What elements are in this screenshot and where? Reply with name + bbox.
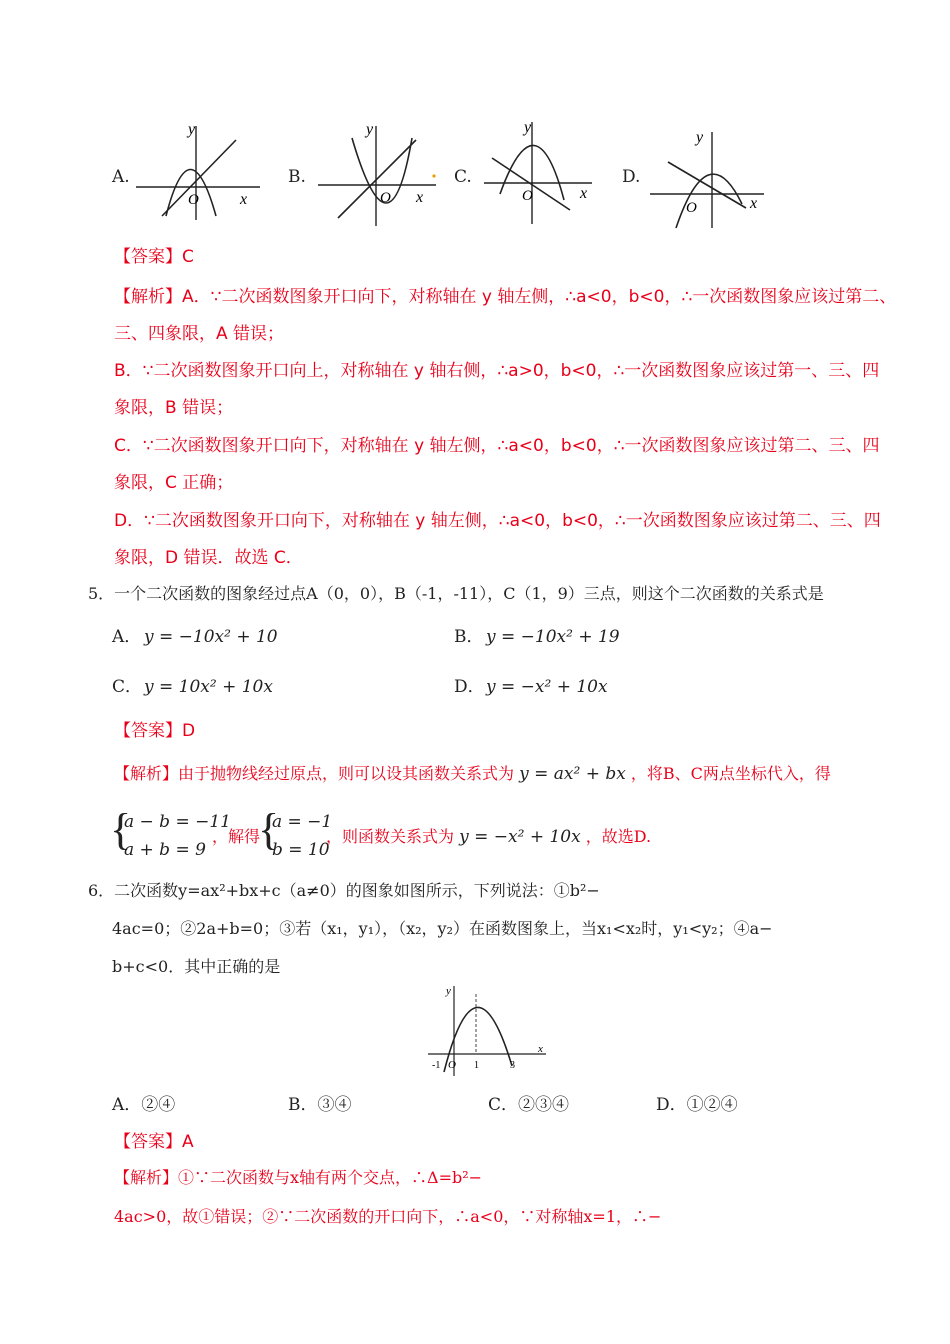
svg-text:y: y (524, 119, 532, 136)
q5-analysis (114, 763, 831, 785)
svg-text:x: x (416, 189, 424, 206)
origin-label: O (188, 192, 199, 208)
graph-x-label: x (538, 1043, 543, 1055)
option-b-label: B. (288, 167, 306, 187)
q4-analysis-line: 象限，D 错误．故选 C． (114, 548, 303, 568)
option-c-label: C. (454, 167, 472, 187)
graph-option-a (132, 118, 264, 224)
q5-option-d-label: D． (454, 677, 485, 697)
q5-stem: 5．一个二次函数的图象经过点A（0，0），B（-1，-11），C（1，9）三点，则这个二次函数的关系式是 (88, 584, 824, 603)
option-d-label: D. (622, 167, 641, 187)
q5-option-a-label: A． (112, 627, 142, 647)
q6-option-a[interactable]: A．②④ (112, 1095, 176, 1115)
option-a-label: A. (112, 167, 130, 187)
graph-three-label: 3 (510, 1060, 515, 1071)
equation-line: b = 10 (272, 840, 330, 860)
left-brace: { (110, 805, 132, 854)
q6-stem-line: b+c<0．其中正确的是 (112, 957, 281, 976)
equation-line: a − b = −11 (124, 812, 231, 832)
solve-word: ，解得 (212, 827, 261, 846)
equation-system-2 (272, 808, 332, 864)
q5-analysis-text: 【解析】由于抛物线经过原点，则可以设其函数关系式为 (114, 764, 515, 783)
q5-option-c-label: C． (112, 677, 143, 697)
q5-conclusion (326, 826, 651, 848)
q4-answer: 【答案】C (114, 247, 194, 267)
q5-analysis-formula: y = ax² + bx (519, 764, 626, 784)
q6-parabola-graph (424, 982, 554, 1078)
svg-text:x: x (750, 195, 758, 212)
q6-stem-line: 6．二次函数y=ax²+bx+c（a≠0）的图象如图所示，下列说法：①b²− (88, 881, 600, 900)
q4-analysis-line: 【解析】A．∵二次函数图象开口向下，对称轴在 y 轴左侧，∴a<0，b<0，∴一次函数图象应该过第二、 (114, 287, 897, 307)
equation-line: a + b = 9 (124, 840, 206, 860)
q5-analysis-text: ，将B、C两点坐标代入，得 (630, 764, 831, 783)
svg-text:y: y (366, 121, 374, 138)
svg-text:O: O (522, 188, 533, 204)
q4-analysis-line: 三、四象限，A 错误； (114, 324, 285, 344)
q4-analysis-line: B．∵二次函数图象开口向上，对称轴在 y 轴右侧，∴a>0，b<0，∴一次函数图象应该过第一、三、四 (114, 361, 880, 381)
q5-option-a[interactable]: y = −10x² + 10 (144, 627, 278, 647)
q4-analysis-line: 象限，B 错误； (114, 398, 234, 418)
q5-option-b-label: B． (454, 627, 484, 647)
graph-one-label: 1 (474, 1060, 479, 1071)
graph-option-d (646, 124, 770, 230)
axis-y-label: y (188, 121, 196, 138)
q5-conclusion-formula: y = −x² + 10x (459, 827, 581, 847)
q6-analysis-line: 【解析】①∵二次函数与x轴有两个交点，∴Δ=b²− (114, 1168, 483, 1187)
q4-analysis-line: C．∵二次函数图象开口向下，对称轴在 y 轴左侧，∴a<0，b<0，∴一次函数图象应该过第二、三、四 (114, 436, 880, 456)
graph-origin-label: O (448, 1059, 456, 1071)
q6-option-d[interactable]: D．①②④ (656, 1095, 738, 1115)
graph-neg1-label: -1 (432, 1060, 441, 1071)
svg-text:O: O (380, 190, 391, 206)
q4-analysis-line: D．∵二次函数图象开口向下，对称轴在 y 轴左侧，∴a<0，b<0，∴一次函数图象应该过第二、三、四 (114, 511, 881, 531)
q5-conclusion-text: ，故选D. (585, 827, 652, 846)
q6-analysis-line: 4ac>0，故①错误；②∵二次函数的开口向下，∴a<0，∵对称轴x=1，∴− (114, 1207, 662, 1226)
q5-option-b[interactable]: y = −10x² + 19 (486, 627, 620, 647)
axis-x-label: x (240, 191, 248, 208)
graph-option-c (478, 114, 602, 226)
q5-conclusion-text: ，则函数关系式为 (326, 827, 455, 846)
q5-option-d[interactable]: y = −x² + 10x (486, 677, 608, 697)
svg-text:y: y (696, 129, 704, 146)
svg-text:O: O (686, 200, 697, 216)
graph-option-b (312, 118, 444, 230)
svg-text:x: x (580, 185, 588, 202)
q5-answer: 【答案】D (114, 721, 196, 741)
q6-option-c[interactable]: C．②③④ (488, 1095, 570, 1115)
q6-stem-line: 4ac=0；②2a+b=0；③若（x₁，y₁），（x₂，y₂）在函数图象上，当x₁<x₂时，y₁<y₂；④a− (112, 919, 773, 938)
equation-line: a = −1 (272, 812, 333, 832)
q4-analysis-line: 象限，C 正确； (114, 473, 234, 493)
graph-y-label: y (446, 985, 451, 997)
q6-option-b[interactable]: B．③④ (288, 1095, 352, 1115)
q5-option-c[interactable]: y = 10x² + 10x (144, 677, 273, 697)
q6-answer: 【答案】A (114, 1132, 194, 1152)
left-brace: { (258, 805, 280, 854)
